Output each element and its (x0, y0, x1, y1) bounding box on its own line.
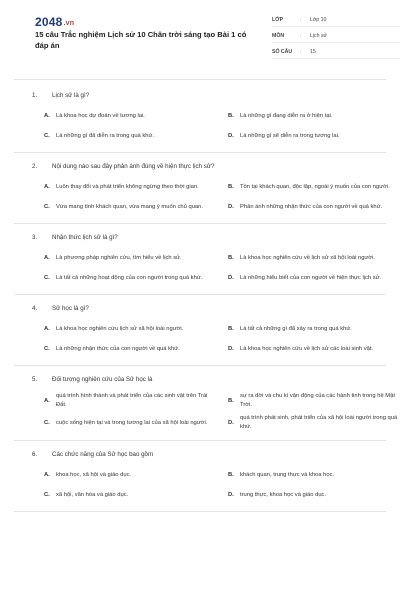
option-letter: B. (228, 471, 234, 478)
answer-option[interactable] (228, 467, 400, 483)
meta-value: Lịch sử (310, 32, 328, 39)
meta-separator: : (300, 16, 302, 23)
option-letter: D. (228, 203, 234, 210)
answer-option[interactable] (228, 414, 400, 432)
option-text: Là tất cả những hoạt động của con người trong quá khứ. (56, 274, 203, 281)
option-letter: A. (44, 471, 50, 478)
answer-option[interactable] (228, 128, 400, 144)
answer-option[interactable] (44, 487, 228, 503)
option-text: sự ra đời và chu kì vận động của các hành tinh trong hệ Mặt Trời. (240, 393, 395, 408)
option-text: Là những gì sẽ diễn ra trong tương lai. (240, 132, 340, 139)
option-letter: C. (44, 345, 50, 352)
option-text: xã hội, văn hóa và giáo dục. (56, 491, 129, 498)
question-block (14, 295, 386, 366)
option-text: cuộc sống hiện tại và trong tương lai của xã hội loài người. (56, 419, 208, 426)
option-letter: B. (228, 325, 234, 332)
option-letter: D. (228, 132, 234, 139)
answer-options (14, 467, 386, 511)
question-text: Nội dung nào sau đây phản ánh đúng về hiện thực lịch sử? (52, 162, 215, 170)
question-stem (14, 295, 386, 321)
question-text: Các chức năng của Sử học bao gồm (52, 450, 154, 458)
answer-option[interactable] (228, 270, 400, 286)
option-letter: A. (44, 397, 50, 404)
question-stem (14, 153, 386, 179)
question-text: Nhận thức lịch sử là gì? (52, 233, 118, 241)
answer-option[interactable] (228, 321, 400, 337)
option-text: quá trình phát sinh, phát triển của xã hội loài người trong quá khứ. (240, 415, 398, 430)
option-letter: D. (228, 345, 234, 352)
option-letter: A. (44, 325, 50, 332)
option-letter: B. (228, 112, 234, 119)
option-text: Là những gì đang diễn ra ở hiện tại. (240, 112, 333, 119)
answer-option[interactable] (44, 128, 228, 144)
option-text: khoa học, xã hội và giáo dục. (56, 471, 132, 478)
meta-separator: : (300, 48, 302, 55)
meta-row-class (272, 13, 400, 27)
answer-options (14, 392, 398, 440)
answer-option[interactable] (44, 414, 228, 432)
answer-option[interactable] (44, 179, 228, 195)
answer-option[interactable] (44, 321, 228, 337)
question-stem (14, 82, 386, 108)
meta-separator: : (300, 32, 302, 39)
option-text: Là những hiểu biết của con người về hiện thực lịch sử. (240, 274, 382, 281)
answer-option[interactable] (44, 341, 228, 357)
meta-key: LỚP (272, 16, 284, 23)
question-block (14, 153, 390, 224)
answer-option[interactable] (228, 250, 400, 266)
option-letter: A. (44, 254, 50, 261)
meta-row-count (272, 45, 400, 59)
option-letter: B. (228, 254, 234, 261)
option-text: Phản ánh những nhận thức của con người về quá khứ. (240, 203, 383, 210)
question-number: 3. (32, 233, 38, 241)
answer-option[interactable] (44, 108, 228, 124)
option-letter: C. (44, 419, 50, 426)
question-list (14, 80, 398, 512)
answer-options (14, 179, 390, 223)
answer-option[interactable] (228, 487, 400, 503)
option-letter: B. (228, 397, 234, 404)
answer-option[interactable] (228, 199, 400, 215)
option-text: Tồn tại khách quan, độc lập, ngoài ý muốn của con người. (240, 183, 390, 190)
question-text: Đối tượng nghiên cứu của Sử học là (52, 375, 153, 383)
question-text: Lịch sử là gì? (52, 91, 90, 99)
answer-option[interactable] (228, 179, 400, 195)
meta-value: Lớp 10 (310, 16, 327, 23)
option-letter: B. (228, 183, 234, 190)
site-logo[interactable] (35, 15, 74, 29)
question-text: Sử học là gì? (52, 304, 89, 312)
option-letter: A. (44, 112, 50, 119)
answer-options (14, 108, 386, 152)
answer-option[interactable] (44, 467, 228, 483)
question-number: 5. (32, 375, 38, 383)
answer-option[interactable] (44, 199, 228, 215)
option-text: khách quan, trung thực và khoa học. (240, 471, 335, 478)
answer-option[interactable] (228, 392, 400, 410)
question-number: 6. (32, 450, 38, 458)
question-number: 2. (32, 162, 38, 170)
option-letter: D. (228, 419, 234, 426)
option-letter: D. (228, 491, 234, 498)
option-text: Là những nhận thức của con người về quá khứ. (56, 345, 180, 352)
option-text: Vừa mang tính khách quan, vừa mang ý muốn chủ quan. (56, 203, 203, 210)
logo-suffix: .vn (63, 20, 75, 27)
question-block (14, 224, 386, 295)
answer-option[interactable] (44, 270, 228, 286)
option-text: Là phương pháp nghiên cứu, tìm hiểu về lịch sử. (56, 254, 182, 261)
option-text: Là khoa học nghiên cứu về lịch sử xã hội loài người. (240, 254, 376, 261)
question-number: 1. (32, 91, 38, 99)
option-text: Là khoa học nghiên cứu về lịch sử các loài sinh vật. (240, 345, 374, 352)
meta-value: 15 (310, 48, 316, 55)
option-letter: D. (228, 274, 234, 281)
option-text: Là khoa học nghiên cứu lịch sử xã hội loài người. (56, 325, 184, 332)
logo-main: 2048 (35, 15, 63, 29)
option-letter: C. (44, 203, 50, 210)
answer-option[interactable] (228, 341, 400, 357)
option-letter: A. (44, 183, 50, 190)
worksheet-meta (272, 13, 400, 61)
question-stem (14, 441, 386, 467)
worksheet-header (14, 0, 386, 80)
option-letter: C. (44, 274, 50, 281)
worksheet-title: 15 câu Trắc nghiệm Lịch sử 10 Chân trời sáng tạo Bài 1 có đáp án (35, 30, 247, 50)
option-text: trung thực, khoa học và giáo dục. (240, 491, 327, 498)
question-block (14, 441, 386, 512)
answer-option[interactable] (44, 250, 228, 266)
question-number: 4. (32, 304, 38, 312)
answer-option[interactable] (228, 108, 400, 124)
answer-option[interactable] (44, 392, 228, 410)
option-text: Là những gì đã diễn ra trong quá khứ. (56, 132, 155, 139)
option-text: quá trình hình thành và phát triển của các sinh vật trên Trái Đất. (56, 393, 208, 408)
question-stem (14, 224, 386, 250)
option-text: Là tất cả những gì đã xảy ra trong quá khứ. (240, 325, 352, 332)
answer-options (14, 321, 386, 365)
question-block (14, 82, 386, 153)
question-stem (14, 366, 386, 392)
option-text: Luôn thay đổi và phát triển không ngừng theo thời gian. (56, 183, 199, 190)
meta-key: SỐ CÂU (272, 48, 293, 55)
meta-key: MÔN (272, 32, 285, 39)
option-text: Là khoa học dự đoán về tương lai. (56, 112, 145, 119)
answer-options (14, 250, 386, 294)
meta-row-subject (272, 29, 400, 43)
option-letter: C. (44, 491, 50, 498)
option-letter: C. (44, 132, 50, 139)
question-block (14, 366, 398, 441)
